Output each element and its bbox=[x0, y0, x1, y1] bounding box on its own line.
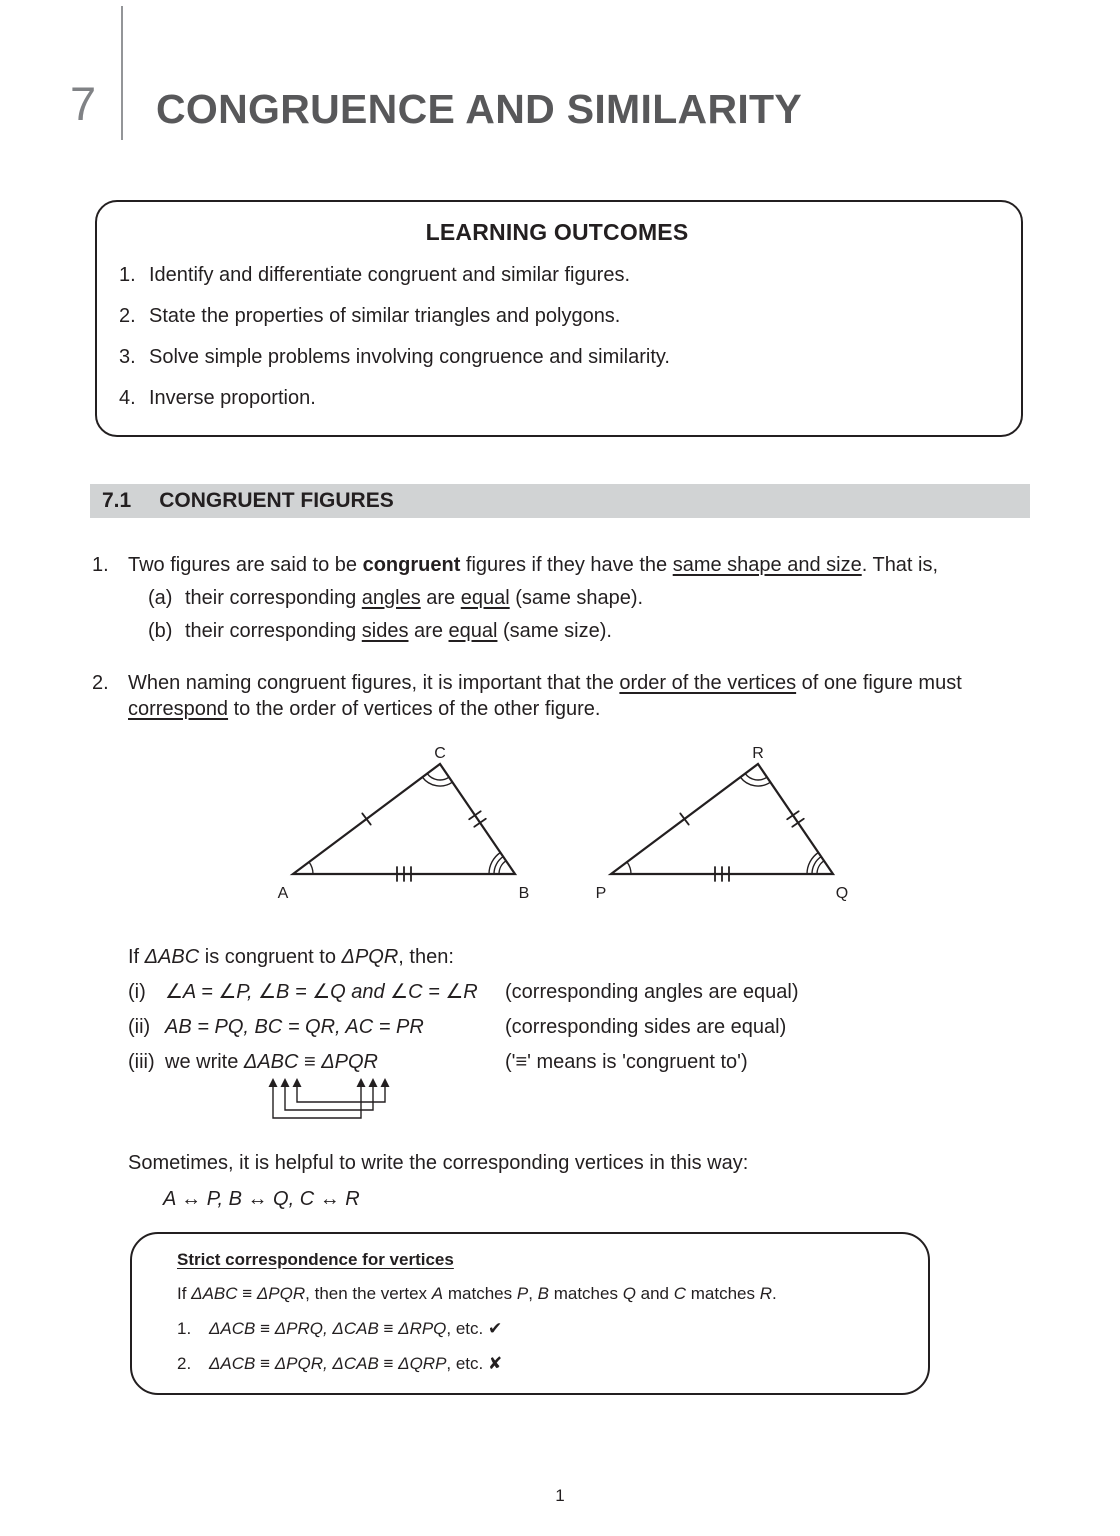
math-text: P bbox=[516, 1284, 529, 1304]
text-run: figures if they have the bbox=[460, 554, 673, 576]
text-run: , etc. bbox=[446, 1354, 488, 1374]
row-label: (i) bbox=[128, 981, 146, 1003]
row-label: (ii) bbox=[128, 1016, 151, 1038]
math-text: ∠A = ∠P, ∠B = ∠Q and ∠C = ∠R bbox=[165, 981, 478, 1003]
point-1-sub-a bbox=[148, 585, 988, 611]
text-run: their corresponding bbox=[185, 587, 362, 609]
math-text: ΔABC ≡ ΔPQR bbox=[243, 1051, 378, 1073]
text-run: are bbox=[408, 620, 449, 642]
chapter-number: 7 bbox=[70, 77, 97, 130]
vertex-label-p: P bbox=[595, 885, 607, 902]
triangle-abc bbox=[293, 764, 515, 881]
math-expression bbox=[165, 1014, 505, 1040]
vertex-mapping: A ↔ P, B ↔ Q, C ↔ R bbox=[163, 1188, 360, 1210]
point-2 bbox=[90, 670, 1030, 722]
math-text: R bbox=[759, 1284, 772, 1304]
sub-label: (b) bbox=[148, 620, 173, 642]
vertex-label-c: C bbox=[434, 746, 446, 762]
point-1-main bbox=[128, 552, 988, 578]
item-number: 1. bbox=[177, 1319, 192, 1339]
text-run: we write bbox=[165, 1051, 244, 1073]
text-run: , then: bbox=[398, 946, 454, 968]
sometimes-text: Sometimes, it is helpful to write the corresponding vertices in this way: bbox=[128, 1152, 749, 1174]
underlined-text: correspond bbox=[128, 698, 229, 720]
text-run: If bbox=[177, 1284, 192, 1304]
underlined-text: equal bbox=[460, 587, 510, 609]
checkmark-icon: ✔ bbox=[487, 1319, 503, 1339]
learning-outcome-item bbox=[119, 386, 995, 410]
tick-marks-abc bbox=[362, 811, 486, 881]
item-text: Identify and differentiate congruent and similar figures. bbox=[149, 264, 631, 286]
arrowhead-icons bbox=[269, 1078, 390, 1087]
math-text: B bbox=[537, 1284, 549, 1304]
triangle-abc-outline bbox=[293, 764, 515, 874]
point-1-sub-b bbox=[148, 618, 988, 644]
congruence-row-ii bbox=[90, 1014, 1030, 1040]
point-number: 2. bbox=[92, 672, 109, 694]
row-note: (corresponding sides are equal) bbox=[505, 1016, 787, 1038]
underlined-text: same shape and size bbox=[672, 554, 862, 576]
strict-example-2 bbox=[177, 1353, 888, 1375]
strict-example-1 bbox=[177, 1318, 888, 1340]
learning-outcome-item bbox=[119, 263, 995, 287]
text-run: (same size). bbox=[497, 620, 612, 642]
item-number: 2. bbox=[119, 305, 136, 327]
text-run: and bbox=[635, 1284, 674, 1304]
strict-correspondence-box bbox=[130, 1232, 930, 1395]
math-text: ΔACB ≡ ΔPQR, ΔCAB ≡ ΔQRP bbox=[209, 1354, 447, 1374]
chapter-divider bbox=[121, 6, 123, 140]
learning-outcomes-title: LEARNING OUTCOMES bbox=[425, 219, 689, 245]
point-1-text bbox=[128, 552, 988, 644]
math-text: ΔABC bbox=[144, 946, 200, 968]
text-run: Two figures are said to be bbox=[128, 554, 363, 576]
section-heading-bar bbox=[90, 484, 1030, 518]
sub-label: (a) bbox=[148, 587, 173, 609]
math-text: ΔPQR bbox=[341, 946, 399, 968]
learning-outcome-item bbox=[119, 345, 995, 369]
item-text: State the properties of similar triangles and polygons. bbox=[149, 305, 621, 327]
text-run: (same shape). bbox=[509, 587, 644, 609]
item-number: 1. bbox=[119, 264, 136, 286]
learning-outcomes-box bbox=[95, 200, 1023, 437]
text-run: of one figure must bbox=[796, 672, 962, 694]
page-number: 1 bbox=[555, 1486, 565, 1505]
text-run: is congruent to bbox=[199, 946, 342, 968]
math-text: AB = PQ, BC = QR, AC = PR bbox=[165, 1016, 424, 1038]
triangles-diagram bbox=[275, 746, 875, 914]
underlined-text: equal bbox=[448, 620, 498, 642]
vertex-label-a: A bbox=[277, 885, 289, 902]
text-run: If bbox=[128, 946, 145, 968]
bold-text: congruent bbox=[362, 554, 461, 576]
math-text: ΔACB ≡ ΔPRQ, ΔCAB ≡ ΔRPQ bbox=[209, 1319, 447, 1339]
math-expression bbox=[165, 1049, 505, 1075]
text-run: When naming congruent figures, it is important that the bbox=[128, 672, 620, 694]
example-text bbox=[209, 1318, 502, 1340]
row-label: (iii) bbox=[128, 1051, 155, 1073]
point-number: 1. bbox=[92, 554, 109, 576]
vertex-correspondence-arrows bbox=[265, 1078, 395, 1124]
math-expression bbox=[165, 979, 505, 1005]
sub-text bbox=[185, 618, 612, 644]
chapter-title: CONGRUENCE AND SIMILARITY bbox=[156, 86, 803, 132]
tick-marks-pqr bbox=[680, 811, 804, 881]
text-run: to the order of vertices of the other figure. bbox=[228, 698, 601, 720]
section-number: 7.1 bbox=[102, 489, 132, 512]
item-text: Solve simple problems involving congruence and similarity. bbox=[149, 346, 670, 368]
item-number: 2. bbox=[177, 1354, 192, 1374]
point-2-text bbox=[128, 670, 988, 722]
text-run: matches bbox=[686, 1284, 760, 1304]
text-run: . bbox=[772, 1284, 777, 1304]
congruence-row-iii bbox=[90, 1049, 1030, 1075]
correspondence-lines bbox=[273, 1087, 385, 1118]
text-run: . That is, bbox=[861, 554, 939, 576]
point-1 bbox=[90, 552, 1030, 644]
item-text: Inverse proportion. bbox=[149, 387, 316, 409]
text-run: are bbox=[420, 587, 461, 609]
text-run: , etc. bbox=[446, 1319, 488, 1339]
text-run: matches bbox=[443, 1284, 517, 1304]
content bbox=[90, 540, 1030, 1395]
congruence-row-i bbox=[90, 979, 1030, 1005]
triangle-pqr bbox=[611, 764, 833, 881]
math-text: C bbox=[673, 1284, 687, 1304]
vertex-label-r: R bbox=[752, 746, 764, 762]
text-run: , bbox=[528, 1284, 538, 1304]
row-note: ('≡' means is 'congruent to') bbox=[505, 1051, 748, 1073]
text-run: matches bbox=[548, 1284, 623, 1304]
congruence-intro bbox=[90, 944, 1030, 970]
text-run: , then the vertex bbox=[305, 1284, 432, 1304]
triangle-pqr-outline bbox=[611, 764, 833, 874]
underlined-text: sides bbox=[361, 620, 409, 642]
vertex-label-q: Q bbox=[835, 885, 849, 902]
strict-box-title: Strict correspondence for vertices bbox=[177, 1250, 454, 1269]
underlined-text: order of the vertices bbox=[619, 672, 797, 694]
math-text: Q bbox=[622, 1284, 636, 1304]
item-number: 3. bbox=[119, 346, 136, 368]
learning-outcome-item bbox=[119, 304, 995, 328]
sub-text bbox=[185, 585, 643, 611]
row-note: (corresponding angles are equal) bbox=[505, 981, 799, 1003]
item-number: 4. bbox=[119, 387, 136, 409]
vertex-label-b: B bbox=[518, 885, 530, 902]
math-text: ΔABC ≡ ΔPQR bbox=[191, 1284, 306, 1304]
example-text bbox=[209, 1353, 502, 1375]
cross-icon: ✘ bbox=[487, 1354, 503, 1374]
text-run: their corresponding bbox=[185, 620, 362, 642]
strict-box-body bbox=[177, 1283, 888, 1305]
math-text: A bbox=[431, 1284, 444, 1304]
underlined-text: angles bbox=[361, 587, 421, 609]
section-title: CONGRUENT FIGURES bbox=[159, 489, 394, 512]
